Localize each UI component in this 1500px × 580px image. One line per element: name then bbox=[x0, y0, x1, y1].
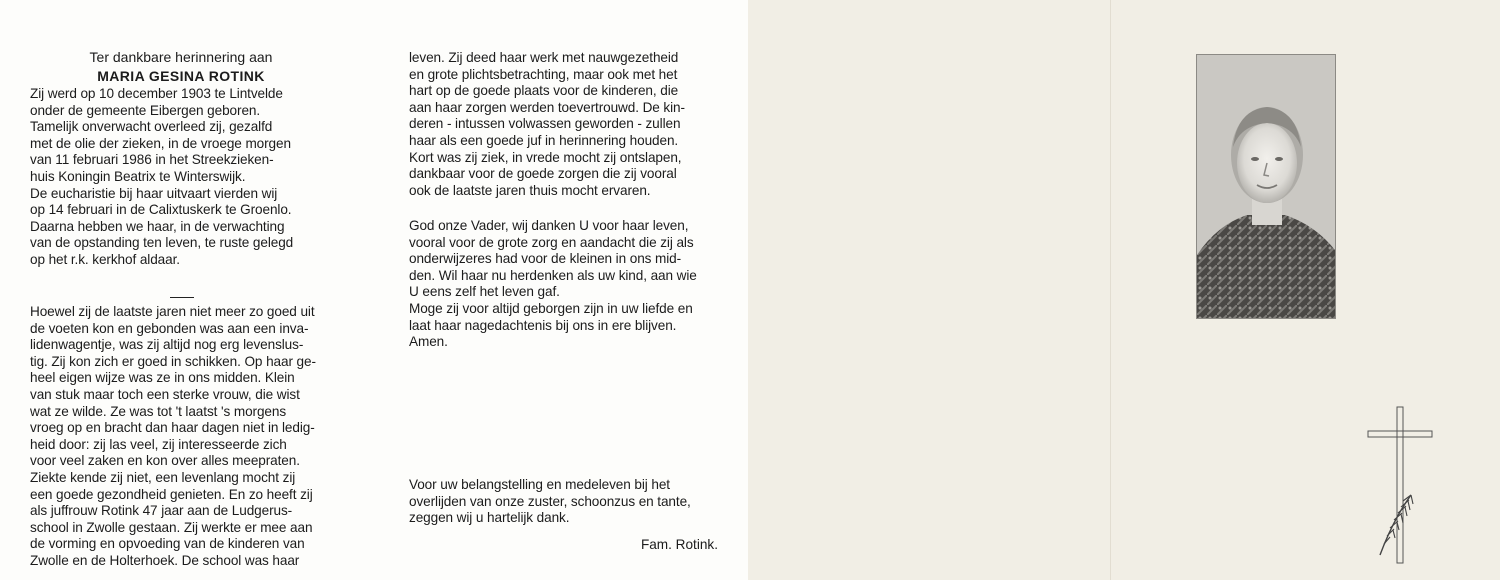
prayer-paragraph bbox=[409, 218, 719, 351]
text-line: den. Wil haar nu herdenken als uw kind, aan wie bbox=[409, 267, 697, 283]
text-line: Daarna hebben we haar, in de verwachting bbox=[30, 218, 285, 234]
text-line: Hoewel zij de laatste jaren niet meer zo goed uit bbox=[30, 304, 315, 319]
text-line: van 11 februari 1986 in het Streekzieken- bbox=[30, 152, 274, 168]
text-line: ook de laatste jaren thuis mocht ervaren. bbox=[409, 182, 651, 198]
fold-line bbox=[1110, 0, 1111, 580]
text-line: voor veel zaken en kon over alles meepraten. bbox=[30, 453, 300, 469]
section-divider bbox=[170, 297, 194, 298]
text-line: Zwolle en de Holterhoek. De school was haar bbox=[30, 552, 300, 568]
text-line: op het r.k. kerkhof aldaar. bbox=[30, 251, 180, 267]
cross-with-palm-icon bbox=[1365, 405, 1435, 565]
text-line: deren - intussen volwassen geworden - zullen bbox=[409, 116, 681, 132]
text-line: Kort was zij ziek, in vrede mocht zij ontslapen, bbox=[409, 149, 682, 165]
biography-block bbox=[30, 86, 332, 269]
text-line: Ziekte kende zij niet, een levenlang mocht zij bbox=[30, 469, 296, 485]
text-line: heel eigen wijze was ze in ons midden. Klein bbox=[30, 370, 295, 386]
text-line: met de olie der zieken, in de vroege morgen bbox=[30, 135, 291, 151]
text-line: Voor uw belangstelling en medeleven bij het bbox=[409, 477, 670, 492]
text-line: van stuk maar toch een sterke vrouw, die wist bbox=[30, 386, 300, 402]
text-line: onderwijzeres had voor de kleinen in ons mid- bbox=[409, 251, 682, 267]
text-line: Tamelijk onverwacht overleed zij, gezalfd bbox=[30, 119, 273, 135]
text-line: tig. Zij kon zich er goed in schikken. Op haar ge- bbox=[30, 353, 316, 369]
text-line: heid door: zij las veel, zij interesseerde zich bbox=[30, 436, 287, 452]
thanks-paragraph bbox=[409, 477, 719, 527]
text-line: vroeg op en bracht dan haar dagen niet in ledig- bbox=[30, 420, 315, 436]
text-line: wat ze wilde. Ze was tot 't laatst 's morgens bbox=[30, 403, 287, 419]
deceased-name: MARIA GESINA ROTINK bbox=[97, 68, 265, 84]
work-paragraph bbox=[409, 50, 719, 199]
text-line: onder de gemeente Eibergen geboren. bbox=[30, 102, 261, 118]
text-line: en grote plichtsbetrachting, maar ook met het bbox=[409, 66, 678, 82]
birth-paragraph bbox=[30, 86, 332, 119]
portrait-image bbox=[1197, 55, 1335, 318]
heading-intro: Ter dankbare herinnering aan bbox=[89, 49, 273, 65]
text-line: God onze Vader, wij danken U voor haar leven, bbox=[409, 218, 689, 233]
text-line: als juffrouw Rotink 47 jaar aan de Ludgerus- bbox=[30, 503, 293, 519]
text-line: vooral voor de grote zorg en aandacht die zij als bbox=[409, 234, 694, 250]
text-line: een goede gezondheid genieten. En zo heeft zij bbox=[30, 486, 313, 502]
text-line: Zij werd op 10 december 1903 te Lintvelde bbox=[30, 86, 283, 101]
text-line: hart op de goede plaats voor de kinderen, die bbox=[409, 83, 679, 99]
text-line: school in Zwolle gestaan. Zij werkte er mee aan bbox=[30, 519, 313, 535]
text-line: lidenwagentje, was zij altijd nog erg levenslus- bbox=[30, 337, 304, 353]
life-paragraph bbox=[30, 304, 332, 570]
text-line: de vorming en opvoeding van de kinderen van bbox=[30, 536, 305, 552]
family-signature: Fam. Rotink. bbox=[640, 537, 718, 552]
text-line: de voeten kon en gebonden was aan een inva- bbox=[30, 320, 309, 336]
portrait-photo bbox=[1196, 54, 1336, 319]
text-line: van de opstanding ten leven, te ruste gelegd bbox=[30, 235, 294, 251]
text-line: De eucharistie bij haar uitvaart vierden wij bbox=[30, 185, 278, 201]
text-line: Amen. bbox=[409, 334, 448, 350]
text-line: zeggen wij u hartelijk dank. bbox=[409, 510, 570, 526]
text-line: leven. Zij deed haar werk met nauwgezetheid bbox=[409, 50, 679, 65]
funeral-paragraph bbox=[30, 186, 332, 269]
text-line: dankbaar voor de goede zorgen die zij vooral bbox=[409, 166, 677, 182]
death-paragraph bbox=[30, 119, 332, 185]
text-line: laat haar nagedachtenis bij ons in ere blijven. bbox=[409, 317, 677, 333]
text-line: U eens zelf het leven gaf. bbox=[409, 284, 560, 300]
text-line: overlijden van onze zuster, schoonzus en tante, bbox=[409, 493, 691, 509]
text-line: op 14 februari in de Calixtuskerk te Groenlo. bbox=[30, 202, 292, 218]
text-line: huis Koningin Beatrix te Winterswijk. bbox=[30, 168, 246, 184]
text-line: Moge zij voor altijd geborgen zijn in uw liefde en bbox=[409, 300, 693, 316]
text-line: haar als een goede juf in herinnering houden. bbox=[409, 132, 679, 148]
text-line: aan haar zorgen werden toevertrouwd. De kin- bbox=[409, 99, 685, 115]
